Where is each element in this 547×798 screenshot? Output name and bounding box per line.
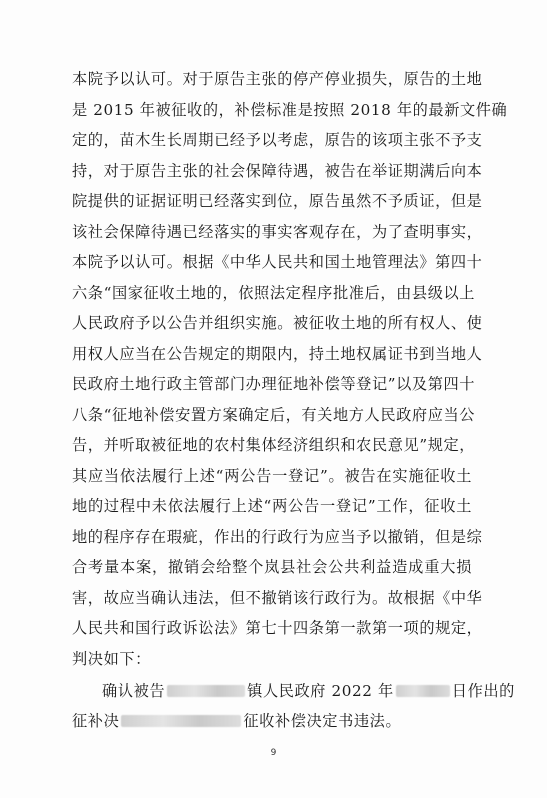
text-line: 持，对于原告主张的社会保障待遇，被告在举证期满后向本 bbox=[72, 161, 483, 180]
text-line: 该社会保障待遇已经落实的事实客观存在，为了查明事实， bbox=[72, 222, 483, 241]
text-line: 是 2015 年被征收的，补偿标准是按照 2018 年的最新文件确 bbox=[72, 100, 508, 119]
text-line: 人民共和国行政诉讼法》第七十四条第一款第一项的规定， bbox=[72, 619, 483, 637]
text-line: 八条“征地补偿安置方案确定后，有关地方人民政府应当公 bbox=[72, 405, 476, 424]
text-line: 告，并听取被征地的农村集体经济组织和农民意见”规定， bbox=[72, 436, 476, 454]
text-line: 地的过程中未依法履行上述“两公告一登记”工作，征收土 bbox=[72, 497, 472, 515]
text-line: 害，故应当确认违法，但不撤销该行政行为。故根据《中华 bbox=[72, 588, 483, 607]
text-line: 六条“国家征收土地的，依照法定程序批准后，由县级以上 bbox=[72, 283, 476, 302]
text-line: 地的程序存在瑕疵，作出的行政行为应当予以撤销，但是综 bbox=[72, 527, 483, 546]
redaction-mark bbox=[121, 715, 241, 727]
judgment-text: 确认被告 bbox=[102, 682, 166, 700]
judgment-text: 日作出的 bbox=[451, 682, 515, 700]
page-number: 9 bbox=[270, 748, 277, 758]
judgment-text: 征收补偿决定书违法。 bbox=[243, 712, 402, 730]
judgment-result bbox=[72, 676, 515, 736]
text-line: 民政府土地行政主管部门办理征地补偿等登记”以及第四十 bbox=[72, 375, 476, 393]
text-line: 本院予以认可。对于原告主张的停产停业损失，原告的土地 bbox=[72, 70, 483, 88]
text-line: 用权人应当在公告规定的期限内，持土地权属证书到当地人 bbox=[72, 344, 483, 363]
judgment-line bbox=[72, 706, 472, 736]
text-line: 其应当依法履行上述“两公告一登记”。被告在实施征收土 bbox=[72, 466, 472, 485]
text-line: 定的，苗木生长周期已经予以考虑，原告的该项主张不予支 bbox=[72, 131, 483, 149]
judgment-text: 镇人民政府 2022 年 bbox=[247, 682, 394, 700]
text-line: 本院予以认可。根据《中华人民共和国土地管理法》第四十 bbox=[72, 253, 483, 271]
judgment-text: 征补决 bbox=[72, 712, 120, 730]
text-line: 院提供的证据证明已经落实到位，原告虽然不予质证，但是 bbox=[72, 192, 483, 210]
redaction-mark bbox=[396, 685, 450, 697]
redaction-mark bbox=[167, 685, 245, 697]
judgment-line bbox=[72, 676, 515, 706]
text-line: 合考量本案，撤销会给整个岚县社会公共利益造成重大损 bbox=[72, 558, 472, 576]
judgment-reasoning-paragraph bbox=[72, 64, 508, 674]
text-line-judgment-heading: 判决如下： bbox=[72, 649, 151, 668]
text-line: 人民政府予以公告并组织实施。被征收土地的所有权人、使 bbox=[72, 314, 483, 332]
